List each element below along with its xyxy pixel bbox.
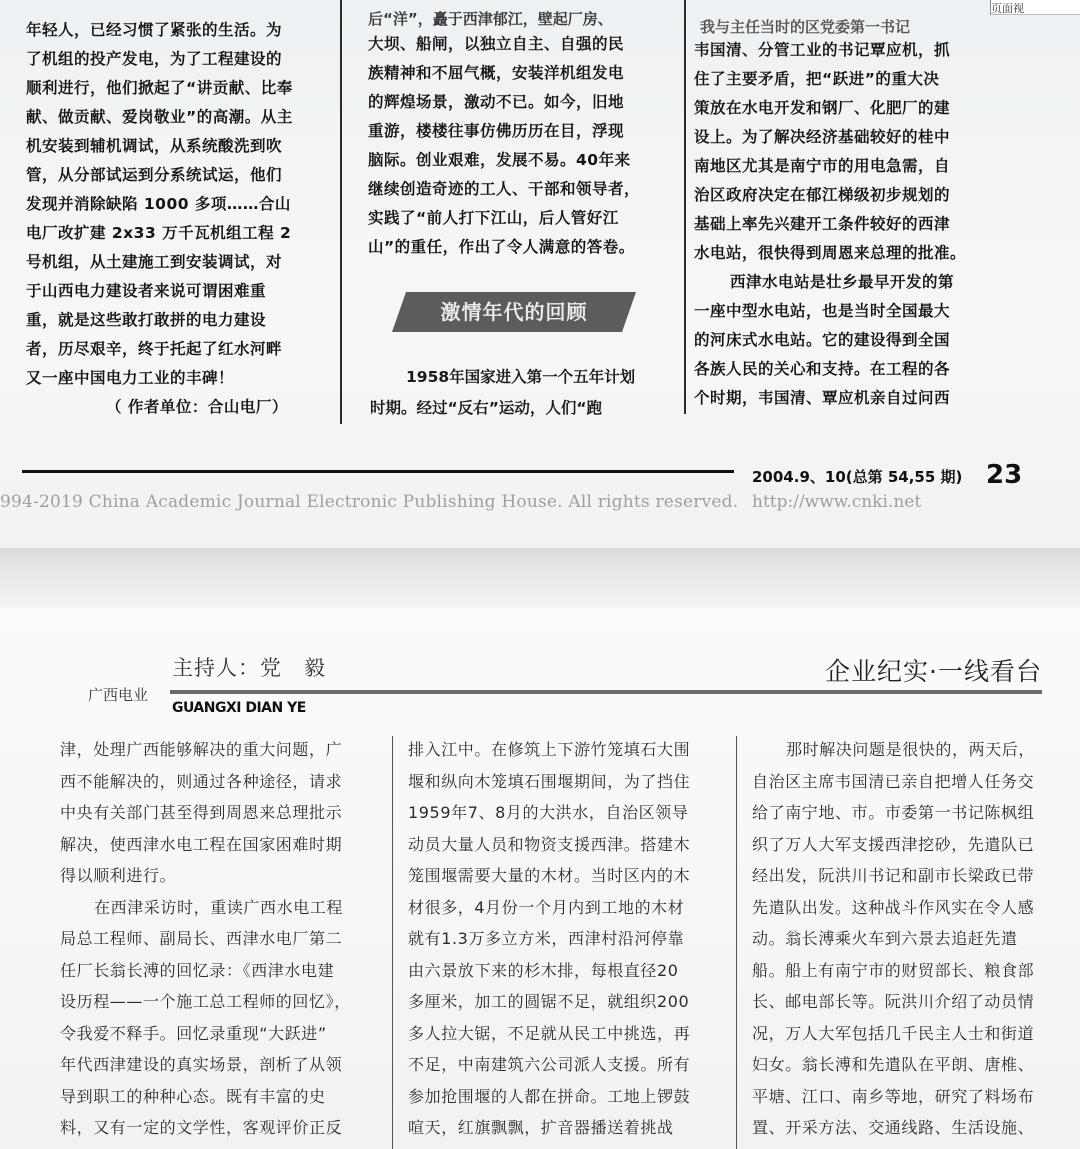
section-banner [392, 292, 636, 332]
text-line: 时期。经过“反右”运动，人们“跑 [370, 399, 603, 417]
text-line: 任厂长翁长溥的回忆录：《西津水电建 [60, 960, 335, 980]
text-line: 料，又有一定的文学性，客观评价正反 [60, 1118, 343, 1137]
text-line: 又一座中国电力工业的丰碑！ [26, 369, 235, 387]
issue-date: 2004.9、10(总第 54,55 期) [752, 468, 963, 486]
column-divider [392, 736, 393, 1149]
upper-column-3 [694, 36, 994, 413]
text-line: 韦国清、分管工业的书记覃应机，抓 [694, 41, 951, 59]
text-line: 局总工程师、副局长、西津水电厂第二 [60, 929, 343, 948]
text-line: 船。船上有南宁市的财贸部长、粮食部 [752, 960, 1035, 980]
upper-column-2-bottom [370, 362, 670, 424]
text-line: 脑际。创业艰难，发展不易。40年来 [368, 151, 631, 169]
cropped-text-line: 后“洋”，矗于西津郁江，壁起厂房、 [368, 10, 613, 28]
text-line: 发现并消除缺陷 1000 多项……合山 [26, 195, 291, 213]
text-line: 就有1.3万多立方米，西津村沿河停靠 [408, 929, 685, 948]
text-line: 设历程——一个施工总工程师的回忆》， [60, 992, 351, 1011]
text-line: 自治区主席韦国清已亲自把增人任务交 [752, 771, 1035, 791]
text-line: 长、邮电部长等。阮洪川介绍了动员情 [752, 992, 1035, 1011]
copyright-notice: 994-2019 China Academic Journal Electronic Publishing House. All rights reserved. [0, 492, 739, 512]
lower-column-1 [60, 734, 380, 1144]
text-line: 置、开采方法、交通线路、生活设施、 [752, 1118, 1035, 1137]
text-line: 山”的重任，作出了令人满意的答卷。 [368, 238, 635, 256]
text-line: 于山西电力建设者来说可谓困难重 [26, 282, 267, 300]
text-line: 多厘米，加工的圆锯不足，就组织200 [408, 992, 690, 1011]
text-line: 中央有关部门甚至得到周恩来总理批示 [60, 803, 343, 822]
text-line: 治区政府决定在郁江梯级初步规划的 [694, 186, 951, 204]
text-line: 基础上率先兴建开工条件较好的西津 [694, 215, 951, 233]
publication-name-en: GUANGXI DIAN YE [172, 700, 306, 716]
column-divider [736, 736, 737, 1149]
text-line: 1959年7、8月的大洪水，自治区领导 [408, 803, 689, 822]
text-line: 年轻人，已经习惯了紧张的生活。为 [26, 21, 283, 39]
lower-column-3 [752, 734, 1064, 1144]
text-line: 况，万人大军包括几千民主人士和街道 [752, 1023, 1035, 1043]
text-line: 排入江中。在修筑上下游竹笼填石大围 [408, 740, 691, 759]
window-tab-fragment[interactable]: 页面视 [990, 0, 1080, 15]
text-line: 了机组的投产发电，为了工程建设的 [26, 50, 283, 68]
cnki-link[interactable]: http://www.cnki.net [752, 492, 922, 512]
upper-column-1 [26, 16, 326, 422]
text-line: 南地区尤其是南宁市的用电急需，自 [694, 157, 951, 175]
text-line: 各族人民的关心和支持。在工程的各 [694, 360, 951, 378]
page-number: 23 [986, 460, 1023, 490]
text-line: 解决，使西津水电工程在国家困难时期 [60, 834, 343, 854]
text-line: 多人拉大锯，不足就从民工中挑选，再 [408, 1023, 691, 1043]
text-line: 族精神和不屈气概，安装洋机组发电 [368, 64, 625, 82]
text-line: 导到职工的种种心态。既有丰富的史 [60, 1086, 326, 1106]
column-divider [340, 0, 342, 424]
text-line: 重游，楼楼往事仿佛历历在目，浮现 [368, 122, 625, 140]
text-line: 妇女。翁长溥和先遣队在平朗、唐椎、 [752, 1055, 1035, 1074]
text-line: 不足，中南建筑六公司派人支援。所有 [408, 1055, 691, 1074]
text-line: 先遣队出发。这种战斗作风实在令人感 [752, 897, 1035, 917]
text-line: 一座中型水电站，也是当时全国最大 [694, 302, 951, 320]
text-line: 顺利进行，他们掀起了“讲贡献、比奉 [26, 79, 293, 97]
page-gap [0, 548, 1080, 608]
text-line: 平塘、江口、南乡等地，研究了料场布 [752, 1086, 1035, 1106]
lower-column-2 [408, 734, 726, 1144]
text-line: 大坝、船闸，以独立自主、自强的民 [368, 35, 625, 53]
text-line: 的河床式水电站。它的建设得到全国 [694, 331, 951, 349]
text-line: 策放在水电开发和钢厂、化肥厂的建 [694, 99, 951, 117]
text-line: 堰和纵向木笼填石围堰期间，为了挡住 [408, 771, 691, 791]
text-line: 喧天，红旗飘飘，扩音器播送着挑战 [408, 1118, 674, 1137]
text-line: 1958年国家进入第一个五年计划 [406, 368, 636, 386]
column-divider [684, 0, 686, 414]
text-line: 西不能解决的，则通过各种途径，请求 [60, 771, 343, 791]
text-line: 献、做贡献、爱岗敬业”的高潮。从主 [26, 108, 293, 126]
section-title: 企业纪实·一线看台 [825, 657, 1042, 686]
text-line: 个时期，韦国清、覃应机亲自过问西 [694, 389, 951, 407]
text-line: 材很多，4月份一个月内到工地的木材 [408, 897, 685, 917]
text-line: 令我爱不释手。回忆录重现“大跃进” [60, 1023, 327, 1043]
text-line: 津，处理广西能够解决的重大问题，广 [60, 740, 343, 759]
text-line: 参加抢围堰的人都在拼命。工地上锣鼓 [408, 1086, 691, 1106]
text-line: 西津水电站是壮乡最早开发的第 [730, 273, 955, 291]
text-line: 住了主要矛盾，把“跃进”的重大决 [694, 70, 940, 88]
host-line: 主持人：党 毅 [172, 656, 326, 680]
upper-column-2 [368, 30, 668, 262]
text-line: 继续创造奇迹的工人、干部和领导者， [368, 180, 641, 198]
text-line: 重，就是这些敢打敢拼的电力建设 [26, 311, 267, 329]
text-line: 机安装到辅机调试，从系统酸洗到吹 [26, 137, 283, 155]
cropped-text-line: 我与主任当时的区党委第一书记 [700, 18, 911, 34]
lower-page [0, 608, 1080, 1149]
text-line: 者，历尽艰辛，终于托起了红水河畔 [26, 340, 283, 358]
footer-rule [22, 470, 734, 473]
text-line: 管，从分部试运到分系统试运，他们 [26, 166, 283, 184]
text-line: 实践了“前人打下江山，后人管好江 [368, 209, 619, 227]
text-line: 在西津采访时，重读广西水电工程 [94, 897, 344, 917]
text-line: 经出发，阮洪川书记和副市长梁政已带 [752, 866, 1035, 885]
text-line: 笼围堰需要大量的木材。当时区内的木 [408, 866, 691, 885]
text-line: 给了南宁地、市。市委第一书记陈枫组 [752, 803, 1035, 822]
author-line: （ 作者单位：合山电厂） [106, 398, 288, 416]
upper-page [0, 0, 1080, 548]
text-line: 由六景放下来的杉木排，每根直径20 [408, 960, 679, 980]
text-line: 年代西津建设的真实场景，剖析了从领 [60, 1055, 343, 1074]
text-line: 那时解决问题是很快的，两天后， [786, 740, 1036, 759]
publication-name: 广西电业 [88, 686, 149, 704]
banner-title: 激情年代的回顾 [440, 300, 588, 324]
text-line: 号机组，从土建施工到安装调试，对 [26, 253, 283, 271]
text-line: 动员大量人员和物资支援西津。搭建木 [408, 834, 691, 854]
text-line: 电厂改扩建 2x33 万千瓦机组工程 2 [26, 224, 292, 242]
text-line: 的辉煌场景，激动不已。如今，旧地 [368, 93, 625, 111]
text-line: 织了万人大军支援西津挖砂，先遣队已 [752, 834, 1035, 854]
text-line: 设上。为了解决经济基础较好的桂中 [694, 128, 951, 146]
header-rule [170, 690, 1042, 694]
text-line: 得以顺利进行。 [60, 866, 177, 885]
text-line: 水电站，很快得到周恩来总理的批准。 [694, 244, 967, 262]
text-line: 动。翁长溥乘火车到六景去追赶先遣 [752, 929, 1018, 948]
